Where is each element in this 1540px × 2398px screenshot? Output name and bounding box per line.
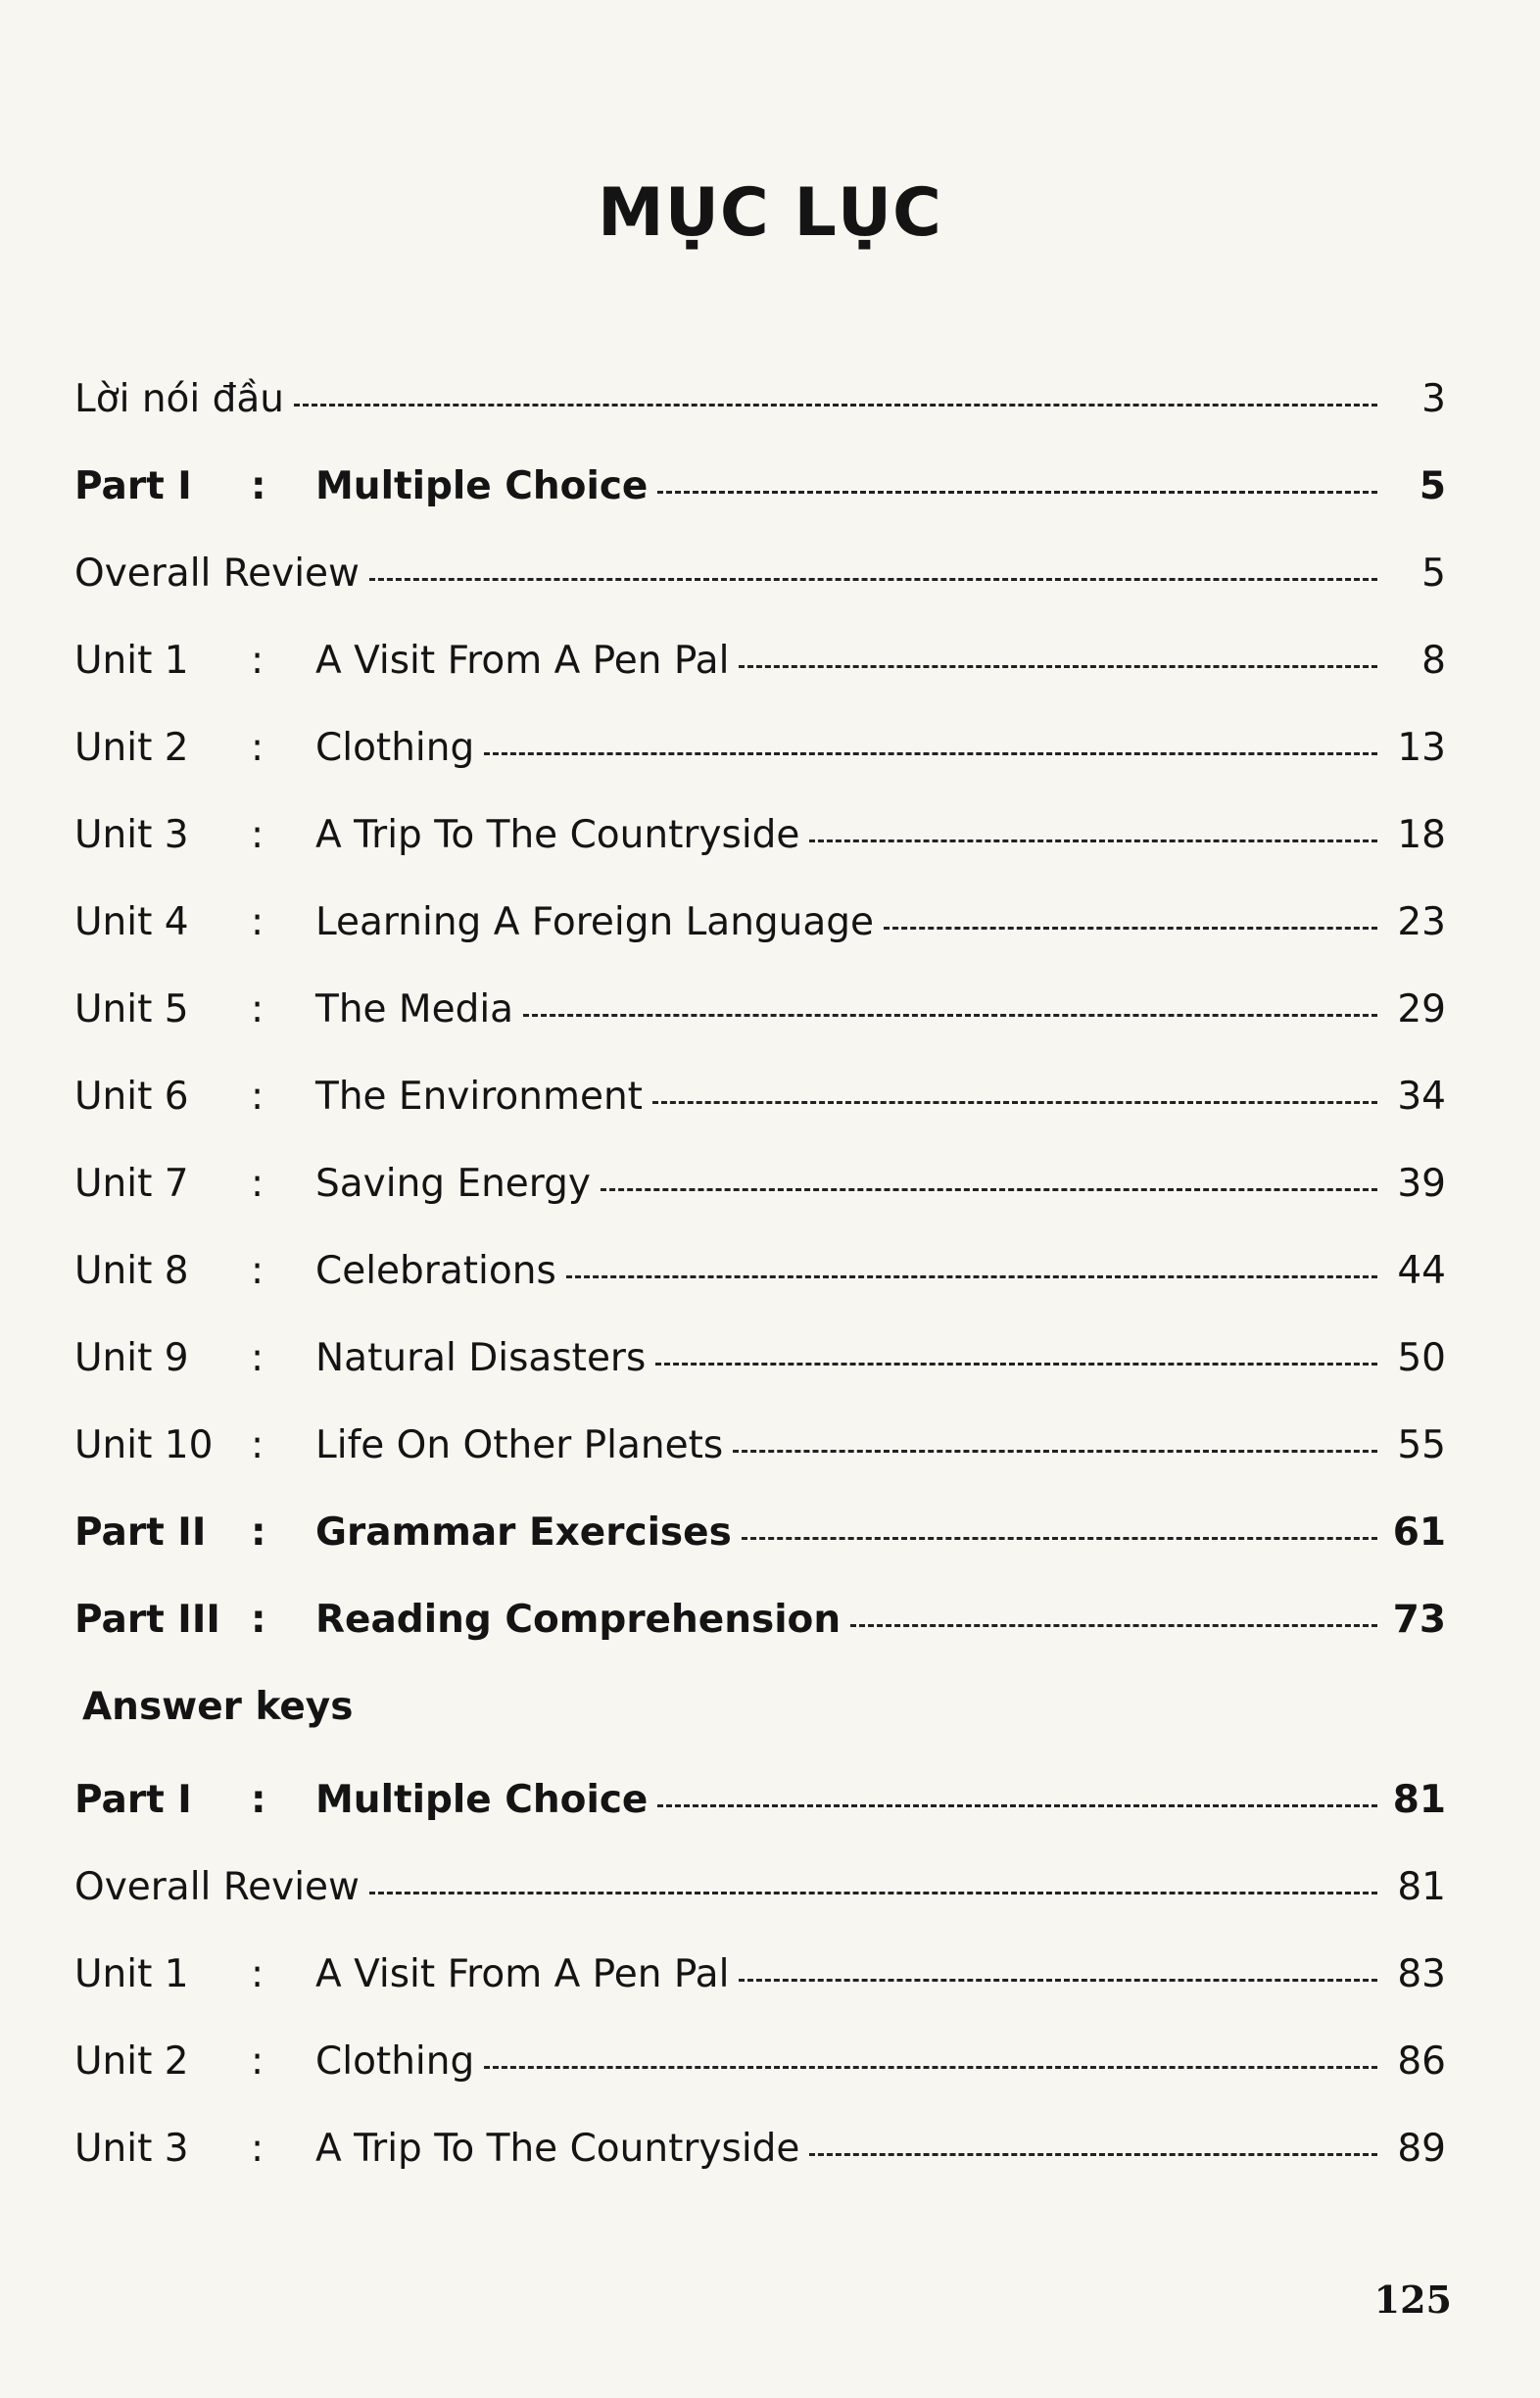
toc-entry-separator: : [251,1598,266,1642]
toc-entry-label: Unit 2 [74,726,189,770]
toc-entry-label: Unit 2 [74,2039,189,2084]
dot-leader [739,1979,1377,1982]
toc-entry-title: A Trip To The Countryside [315,2127,800,2171]
toc-entry [74,1778,1446,1837]
toc-entry-title: Saving Energy [315,1162,591,1206]
toc-entry-separator: : [251,1952,265,1996]
toc-entry-label: Overall Review [74,1865,360,1909]
toc-entry-page: 81 [1392,1778,1446,1822]
toc-entry [74,1865,1446,1924]
toc-entry-title: A Visit From A Pen Pal [315,639,730,683]
dot-leader [657,1804,1377,1807]
toc-entry-page: 61 [1392,1511,1446,1555]
toc-entry-separator: : [251,813,265,857]
toc-entry-title: The Media [315,987,514,1031]
toc-entry [74,987,1446,1046]
answer-keys-heading: Answer keys [82,1685,354,1729]
dot-leader [657,491,1377,494]
toc-entry [74,1162,1446,1221]
toc-entry [74,1075,1446,1133]
toc-entry-label: Unit 9 [74,1336,189,1380]
toc-entry-page: 13 [1397,726,1446,770]
toc-entry [74,726,1446,785]
toc-entry [74,1598,1446,1656]
toc-entry [74,2127,1446,2185]
toc-entry [74,1423,1446,1482]
toc-entry-page: 73 [1392,1598,1446,1642]
toc-entry-page: 89 [1397,2127,1446,2171]
dot-leader [369,578,1377,581]
toc-entry-page: 3 [1421,377,1446,421]
dot-leader [566,1275,1377,1278]
toc-entry-label: Unit 4 [74,900,189,944]
toc-entry-title: Life On Other Planets [315,1423,724,1467]
toc-entry-page: 34 [1397,1075,1446,1119]
toc-entry-separator: : [251,2039,265,2084]
toc-entry-page: 55 [1397,1423,1446,1467]
toc-entry-label: Unit 3 [74,813,189,857]
dot-leader [652,1101,1377,1104]
dot-leader [884,927,1377,930]
toc-entry-title: Multiple Choice [315,464,649,508]
toc-entry-page: 39 [1397,1162,1446,1206]
toc-entry-separator: : [251,1075,265,1119]
toc-entry-label: Unit 8 [74,1249,189,1293]
toc-entry-label: Lời nói đầu [74,377,285,421]
toc-entry-separator: : [251,1162,265,1206]
toc-entry [74,900,1446,959]
toc-entry-label: Unit 6 [74,1075,189,1119]
toc-entry-separator: : [251,2127,265,2171]
dot-leader [523,1014,1377,1017]
toc-entry-label: Part II [74,1511,207,1555]
toc-entry-label: Unit 7 [74,1162,189,1206]
toc-entry-title: A Visit From A Pen Pal [315,1952,730,1996]
toc-entry-label: Overall Review [74,552,360,596]
toc-entry [74,1511,1446,1569]
toc-entry-label: Part I [74,464,192,508]
toc-entry-title: A Trip To The Countryside [315,813,800,857]
toc-entry-page: 5 [1419,464,1446,508]
toc-entry-page: 44 [1397,1249,1446,1293]
toc-entry-page: 8 [1421,639,1446,683]
dot-leader [809,2153,1377,2156]
toc-entry-label: Unit 10 [74,1423,214,1467]
dot-leader [484,752,1377,755]
dot-leader [369,1892,1377,1894]
toc-entry-title: Natural Disasters [315,1336,647,1380]
toc-entry [74,464,1446,523]
toc-entry-title: Learning A Foreign Language [315,900,875,944]
page-title: MỤC LỤC [598,174,942,252]
toc-entry [74,2039,1446,2098]
toc-entry-title: Grammar Exercises [315,1511,732,1555]
toc-entry [74,1336,1446,1395]
toc-entry-separator: : [251,726,265,770]
toc-entry-label: Unit 3 [74,2127,189,2171]
toc-entry-page: 23 [1397,900,1446,944]
toc-entry-separator: : [251,1336,265,1380]
toc-entry-label: Unit 1 [74,1952,189,1996]
toc-entry [74,377,1446,436]
dot-leader [601,1188,1377,1191]
toc-entry-label: Part III [74,1598,220,1642]
toc-entry [74,1249,1446,1308]
dot-leader [733,1450,1377,1453]
toc-entry-page: 50 [1397,1336,1446,1380]
dot-leader [809,839,1377,842]
toc-entry-title: Clothing [315,2039,475,2084]
toc-entry-separator: : [251,900,265,944]
toc-entry-title: The Environment [315,1075,643,1119]
toc-entry-separator: : [251,464,266,508]
toc-entry-title: Celebrations [315,1249,556,1293]
toc-entry-title: Multiple Choice [315,1778,649,1822]
toc-entry-separator: : [251,1511,266,1555]
toc-entry-page: 81 [1397,1865,1446,1909]
dot-leader [739,665,1377,668]
dot-leader [484,2066,1377,2069]
toc-entry-separator: : [251,1249,265,1293]
toc-entry [74,1952,1446,2011]
toc-entry-page: 18 [1397,813,1446,857]
toc-entry-page: 5 [1421,552,1446,596]
toc-entry-label: Unit 5 [74,987,189,1031]
toc-entry-label: Unit 1 [74,639,189,683]
toc-entry-title: Clothing [315,726,475,770]
toc-entry-title: Reading Comprehension [315,1598,842,1642]
dot-leader [850,1624,1377,1627]
toc-entry [74,552,1446,610]
dot-leader [294,404,1377,407]
toc-entry-separator: : [251,639,265,683]
toc-entry-page: 29 [1397,987,1446,1031]
toc-entry-label: Part I [74,1778,192,1822]
toc-entry-separator: : [251,1423,265,1467]
toc-entry-page: 86 [1397,2039,1446,2084]
toc-entry [74,813,1446,872]
toc-entry [74,639,1446,697]
page-number: 125 [1373,2278,1452,2322]
toc-entry-separator: : [251,987,265,1031]
dot-leader [655,1363,1377,1366]
toc-entry-separator: : [251,1778,266,1822]
toc-entry-page: 83 [1397,1952,1446,1996]
dot-leader [742,1537,1377,1540]
